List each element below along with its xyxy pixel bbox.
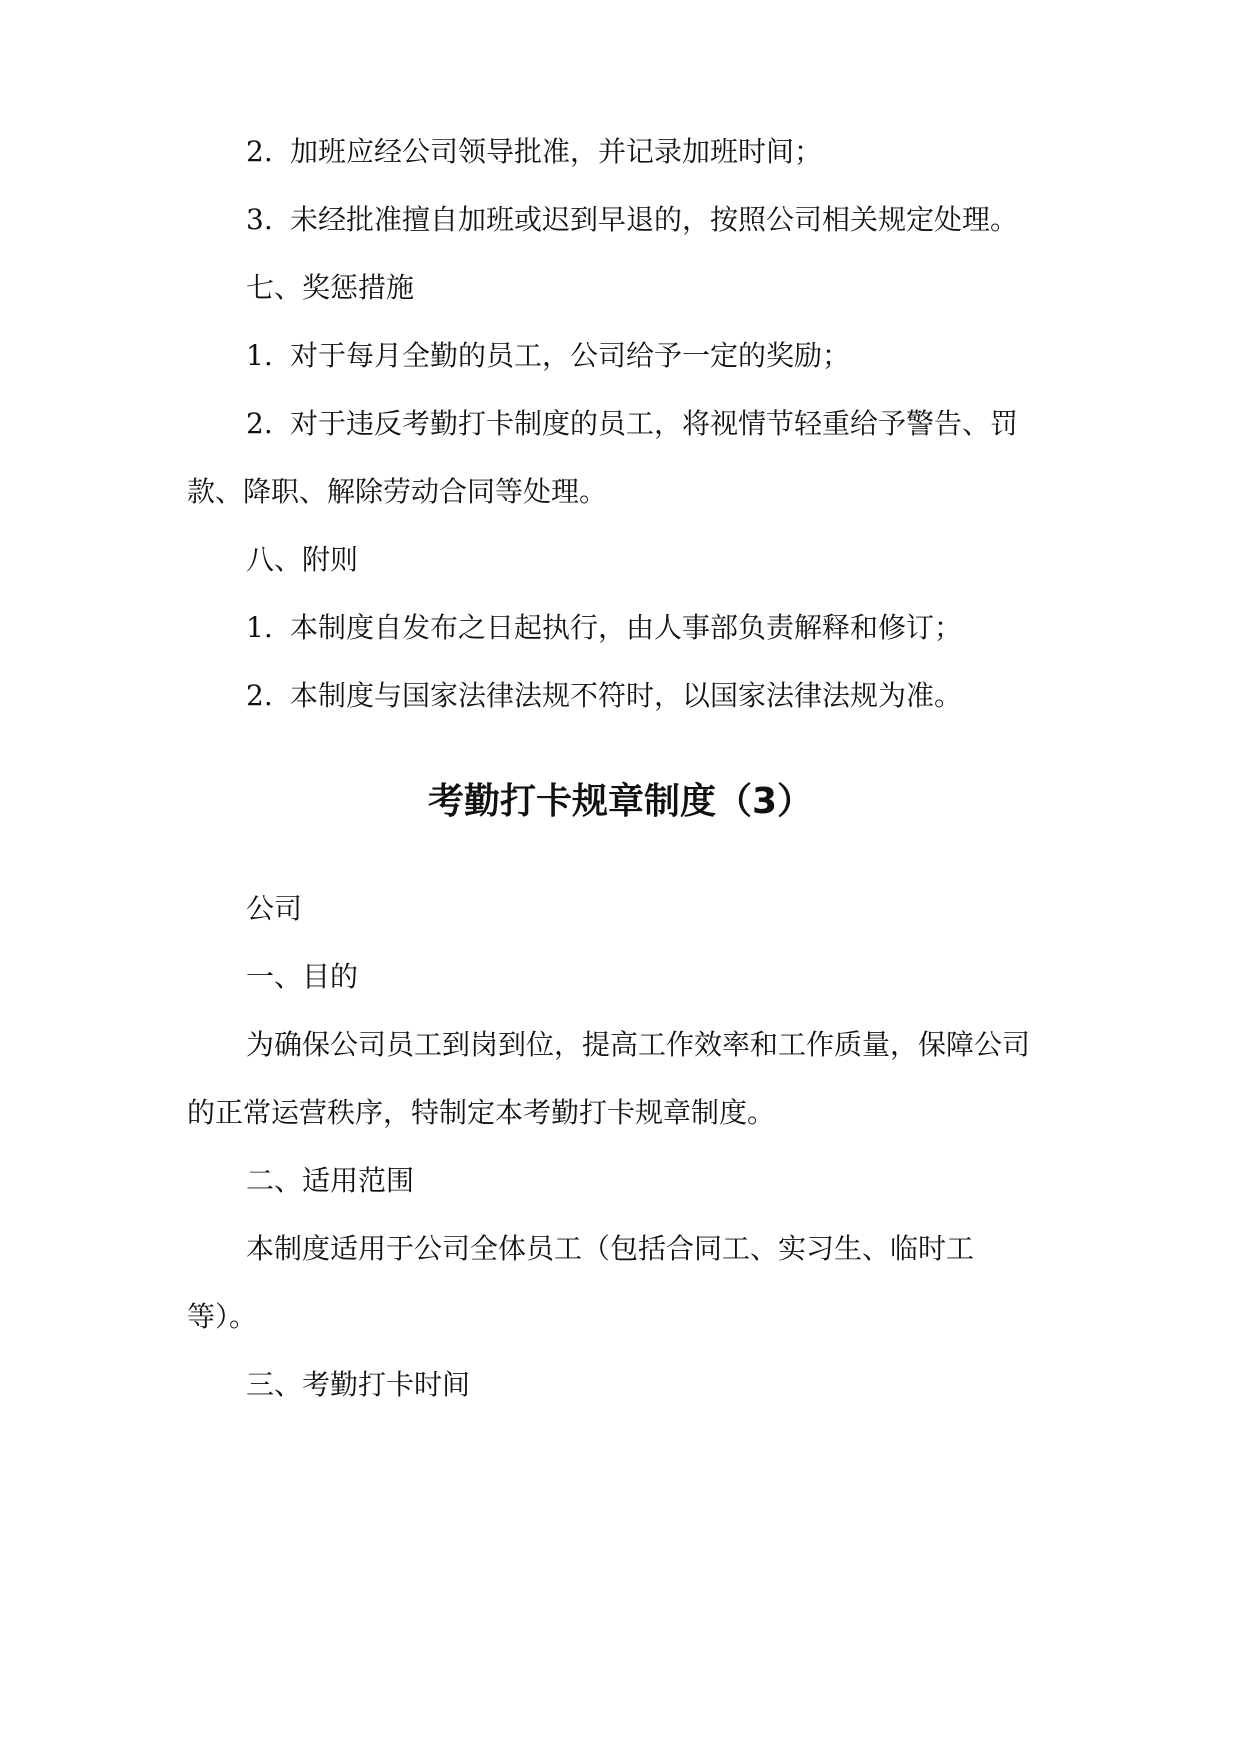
appendix-item-2: [246, 676, 962, 716]
section-heading-purpose: 一、目的: [246, 960, 359, 993]
rewards-item-2: [246, 404, 1018, 444]
list-number: 2.: [246, 407, 273, 440]
list-item-text: 加班应经公司领导批准，并记录加班时间；: [290, 135, 823, 168]
list-number: 1.: [246, 339, 273, 372]
section-heading-appendix: 八、附则: [246, 543, 359, 576]
appendix-item-1: [246, 608, 962, 648]
overtime-item-3: [246, 200, 1018, 240]
document-title: 考勤打卡规章制度（3）: [427, 781, 814, 822]
section-heading-rewards: 七、奖惩措施: [246, 271, 415, 304]
list-item-text: 未经批准擅自加班或迟到早退的，按照公司相关规定处理。: [290, 203, 1019, 236]
list-number: 1.: [246, 611, 273, 644]
list-item-text: 本制度自发布之日起执行，由人事部负责解释和修订；: [290, 611, 963, 644]
section-heading-clock-time: 三、考勤打卡时间: [246, 1368, 471, 1401]
list-item-text: 对于违反考勤打卡制度的员工，将视情节轻重给予警告、罚: [290, 407, 1019, 440]
purpose-paragraph-line-2: 的正常运营秩序，特制定本考勤打卡规章制度。: [187, 1096, 776, 1129]
list-number: 2.: [246, 679, 273, 712]
scope-paragraph-line-2: 等）。: [187, 1300, 258, 1333]
rewards-item-1: [246, 336, 850, 376]
list-item-text: 对于每月全勤的员工，公司给予一定的奖励；: [290, 339, 851, 372]
list-number: 3.: [246, 203, 273, 236]
overtime-item-2: [246, 132, 822, 172]
rewards-item-2-continuation: 款、降职、解除劳动合同等处理。: [187, 475, 608, 508]
scope-paragraph-line-1: 本制度适用于公司全体员工（包括合同工、实习生、临时工: [246, 1232, 975, 1265]
list-number: 2.: [246, 135, 273, 168]
company-line: 公司: [246, 892, 303, 925]
section-heading-scope: 二、适用范围: [246, 1164, 415, 1197]
purpose-paragraph-line-1: 为确保公司员工到岗到位，提高工作效率和工作质量，保障公司: [246, 1028, 1031, 1061]
list-item-text: 本制度与国家法律法规不符时，以国家法律法规为准。: [290, 679, 963, 712]
